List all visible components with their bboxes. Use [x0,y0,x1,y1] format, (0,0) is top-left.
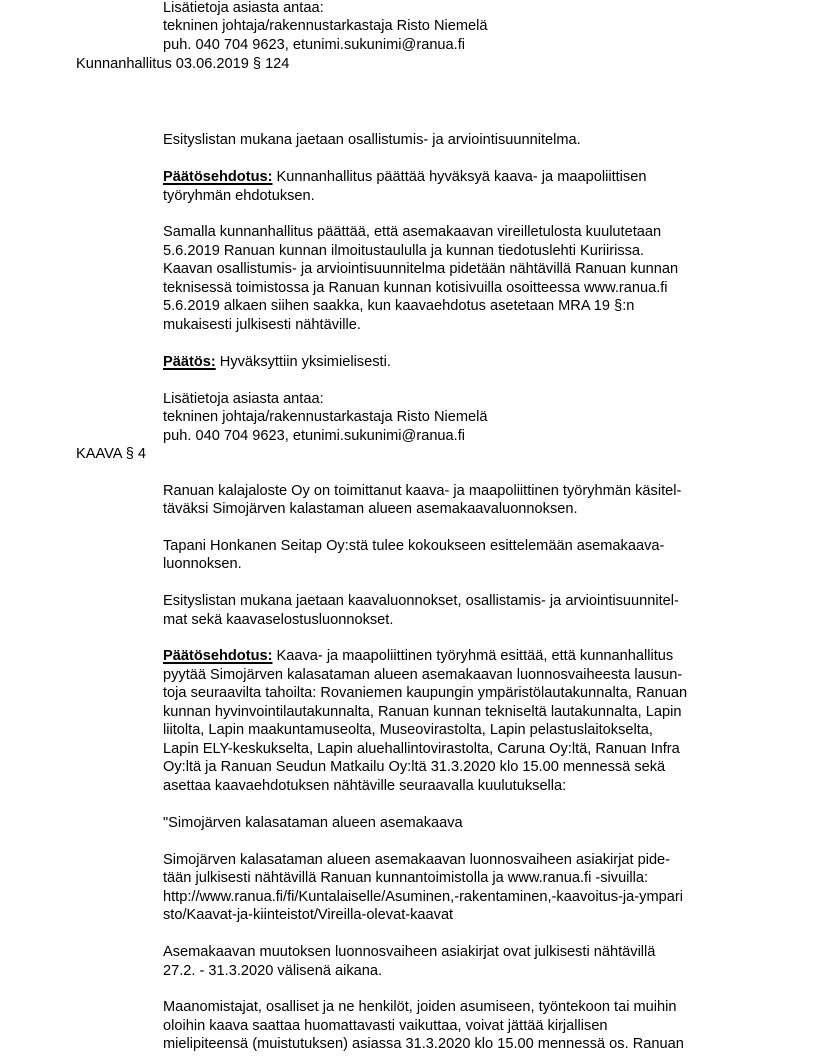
announcement-p2-line-2: 27.2. - 31.3.2020 välisenä aikana. [163,963,383,979]
section1-p3-line-5: 5.6.2019 alkaen siihen saakka, kun kaavaehdotus asetetaan MRA 19 §:n [163,298,635,314]
section2-p3-line-2: mat sekä kaavaselostusluonnokset. [163,612,394,628]
section1-p3-line-6: mukaisesti julkisesti nähtäville. [163,317,361,333]
section2-p1-line-2: täväksi Simojärven kalastaman alueen asemakaavaluonnoksen. [163,501,578,517]
announcement-p3-line-1: Maanomistajat, osalliset ja ne henkilöt, joiden asumiseen, työntekoon tai muihin [163,999,677,1015]
section1-proposal-line-1 [163,169,646,186]
section1-contact-person: tekninen johtaja/rakennustarkastaja Risto Niemelä [163,409,488,425]
section2-p2-line-2: luonnoksen. [163,556,242,572]
announcement-p3-line-2: oloihin kaava saattaa huomattavasti vaikuttaa, voivat jättää kirjallisen [163,1018,608,1034]
section2-proposal-line-1 [163,648,673,665]
section2-p1-line-1: Ranuan kalajaloste Oy on toimittanut kaava- ja maapoliittinen työryhmän käsitel- [163,483,682,499]
section2-proposal-line-2: pyytää Simojärven kalasataman alueen asemakaavan luonnosvaiheesta lausun- [163,667,683,683]
section1-proposal-line-2: työryhmän ehdotuksen. [163,188,315,204]
section1-paragraph-1: Esityslistan mukana jaetaan osallistumis- ja arviointisuunnitelma. [163,132,581,148]
proposal-text: Kunnanhallitus päättää hyväksyä kaava- ja maapoliittisen [272,169,647,185]
section1-contact-phone-email: puh. 040 704 9623, etunimi.sukunimi@ranua.fi [163,428,466,444]
section2-proposal-line-3: toja seuraavilta tahoilta: Rovaniemen kaupungin ympäristölautakunnalta, Ranuan [163,685,688,701]
announcement-p1-line-1: Simojärven kalasataman alueen asemakaavan luonnosvaiheen asiakirjat pide- [163,852,671,868]
section2-proposal-line-6: Lapin ELY-keskukselta, Lapin aluehallintovirastolta, Caruna Oy:ltä, Ranuan Infra [163,741,680,757]
section1-p3-line-3: Kaavan osallistumis- ja arviointisuunnitelma pidetään nähtävillä Ranuan kunnan [163,261,679,277]
proposal-text: Kaava- ja maapoliittinen työryhmä esittää, että kunnanhallitus [272,648,674,664]
section1-p3-line-1: Samalla kunnanhallitus päättää, että asemakaavan vireilletulosta kuulutetaan [163,224,662,240]
announcement-p2-line-1: Asemakaavan muutoksen luonnosvaiheen asiakirjat ovat julkisesti nähtävillä [163,944,656,960]
contact-person: tekninen johtaja/rakennustarkastaja Risto Niemelä [163,18,488,34]
announcement-title: "Simojärven kalasataman alueen asemakaava [163,815,463,831]
announcement-p3-line-3: mielipiteensä (muistutuksen) asiassa 31.3.2020 klo 15.00 mennessä os. Ranuan [163,1036,684,1052]
section2-proposal-line-4: kunnan hyvinvointilautakunnalta, Ranuan kunnan tekniseltä lautakunnalta, Lapin [163,704,682,720]
section2-p3-line-1: Esityslistan mukana jaetaan kaavaluonnokset, osallistamis- ja arviointisuunnitel- [163,593,679,609]
proposal-label: Päätösehdotus: [163,648,273,664]
section2-proposal-line-8: asettaa kaavaehdotuksen nähtäville seuraavalla kuulutuksella: [163,778,567,794]
section2-p2-line-1: Tapani Honkanen Seitap Oy:stä tulee kokoukseen esittelemään asemakaava- [163,538,665,554]
decision-text: Hyväksyttiin yksimielisesti. [215,354,391,370]
section1-decision [163,354,391,371]
decision-label: Päätös: [163,354,216,370]
section-heading-kaava: KAAVA § 4 [76,446,147,462]
section-heading-kunnanhallitus: Kunnanhallitus 03.06.2019 § 124 [76,56,290,72]
section1-p3-line-4: teknisessä toimistossa ja Ranuan kunnan kotisivuilla osoitteessa www.ranua.fi [163,280,668,296]
section2-proposal-line-7: Oy:ltä ja Ranuan Seudun Matkailu Oy:ltä 31.3.2020 klo 15.00 mennessä sekä [163,759,666,775]
announcement-url-line-2: sto/Kaavat-ja-kiinteistot/Vireilla-olevat-kaavat [163,907,454,923]
announcement-p1-line-2: tään julkisesti nähtävillä Ranuan kunnantoimistolla ja www.ranua.fi -sivuilla: [163,870,649,886]
section1-p3-line-2: 5.6.2019 Ranuan kunnan ilmoitustaululla ja kunnan tiedotuslehti Kuriirissa. [163,243,645,259]
contact-intro: Lisätietoja asiasta antaa: [163,0,324,16]
announcement-url-line-1: http://www.ranua.fi/fi/Kuntalaiselle/Asuminen,-rakentaminen,-kaavoitus-ja-ympari [163,889,683,905]
section2-proposal-line-5: liitolta, Lapin maakuntamuseolta, Museovirastolta, Lapin pelastuslaitokselta, [163,722,653,738]
proposal-label: Päätösehdotus: [163,169,273,185]
contact-phone-email: puh. 040 704 9623, etunimi.sukunimi@ranua.fi [163,37,466,53]
section1-contact-intro: Lisätietoja asiasta antaa: [163,391,324,407]
